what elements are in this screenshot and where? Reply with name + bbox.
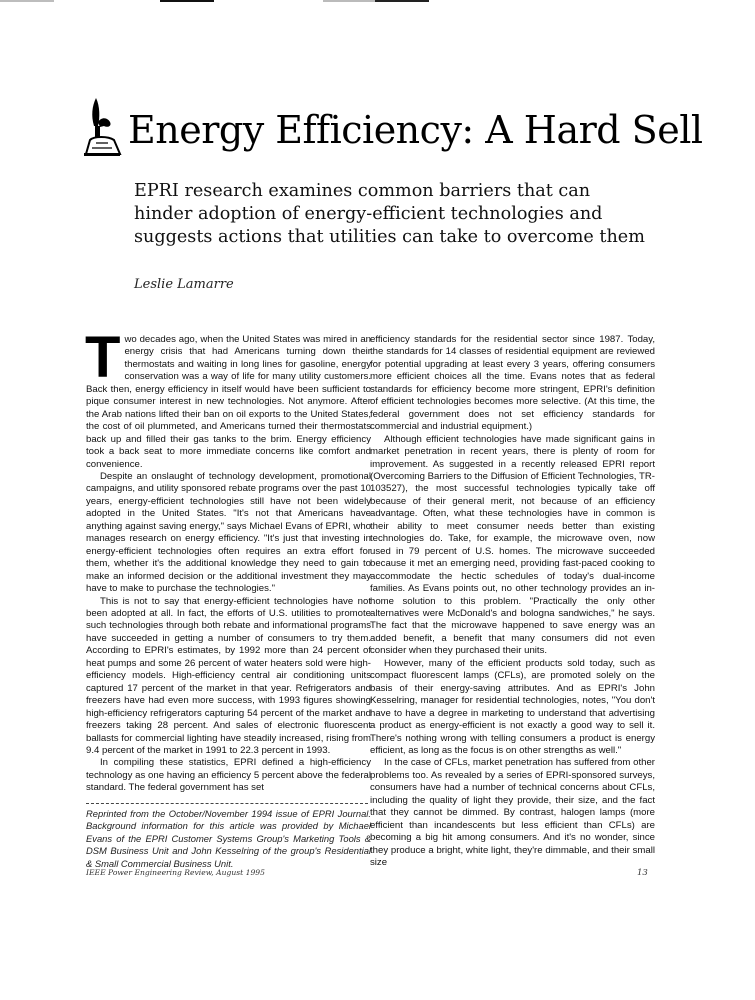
footnote: Reprinted from the October/November 1994 issue of EPRI Journal. Background information for this article was provided by Michael Evans of the EPRI Customer Systems Group's Marketing Tools & DSM Business Unit and John Kesselring of the group's Residential & Small Commercial Business Unit. bbox=[86, 808, 371, 869]
journal-citation: IEEE Power Engineering Review, August 1995 bbox=[86, 868, 265, 877]
scan-artifact bbox=[323, 0, 375, 2]
author-byline: Leslie Lamarre bbox=[134, 277, 234, 292]
scan-artifact bbox=[0, 0, 54, 2]
paragraph: This is not to say that energy-efficient technologies have not been adopted at all. In fact, the efforts of U.S. utilities to promote such technologies through both rebate and informational programs have succeeded in getting a number of consumers to try them. According to EPRI's estimates, by 1992 more than 24 percent of heat pumps and some 26 percent of water heaters sold were high-efficiency models. High-efficiency central air conditioning units captured 17 percent of the market in that year. Refrigerators and freezers have had even more success, with 1993 figures showing high-efficiency refrigerators capturing 54 percent of the market and freezers taking 28 percent. And sales of electronic fluorescent ballasts for commercial lighting have steadily increased, rising from 9.4 percent of the market in 1991 to 22.3 percent in 1993. bbox=[86, 595, 371, 756]
paragraph: However, many of the efficient products sold today, such as compact fluorescent lamps (CFLs), are promoted solely on the basis of their energy-saving attributes. And as EPRI's John Kesselring, manager for residential technologies, notes, "You don't have to have a degree in marketing to understand that advertising a product as energy-efficient is not exactly a good way to sell it. There's nothing wrong with telling consumers a product is energy efficient, as long as the focus is on other strengths as well." bbox=[370, 657, 655, 756]
paragraph: wo decades ago, when the United States was mired in an energy crisis that had Americans turning down their thermostats and waiting in long lines for gasoline, energy conservation was a way of life for many utility customers. Back then, energy efficiency in itself would have been sufficient to pique consumer interest in new technologies. Not anymore. After the Arab nations lifted their ban on oil exports to the United States, the cost of oil plummeted, and Americans turned their thermostats back up and filled their gas tanks to the brim. Energy efficiency took a back seat to more immediate concerns like comfort and convenience. bbox=[86, 334, 371, 470]
paragraph: Despite an onslaught of technology development, promotional campaigns, and utility sponsored rebate programs over the past 10 years, energy-efficient technologies still have not been widely adopted in the United States. "It's not that Americans have anything against saving energy," says Michael Evans of EPRI, who manages research on energy efficiency. "It's just that investing in energy-efficient technologies often requires an extra effort for them, whether it's the additional knowledge they need to gain to make an informed decision or the additional investment they may have to make to purchase the technologies." bbox=[86, 470, 371, 595]
article-title: Energy Efficiency: A Hard Sell bbox=[128, 108, 703, 152]
paragraph: In the case of CFLs, market penetration has suffered from other problems too. As revealed by a series of EPRI-sponsored surveys, consumers have had a number of technical concerns about CFLs, including the quality of light they provide, their size, and the fact that they cannot be dimmed. By contrast, halogen lamps (more efficient than incandescents but less efficient than CFLs) are becoming a big hit among consumers. And it's no wonder, since they produce a bright, white light, they're dimmable, and their small size bbox=[370, 757, 655, 869]
paragraph: efficiency standards for the residential sector since 1987. Today, the standards for 14 classes of residential equipment are reviewed for potential upgrading at least every 3 years, offering consumers more efficient choices all the time. Evans notes that as federal standards for efficiency become more stringent, EPRI's definition of efficient technologies becomes more selective. (At this time, the federal government does not set efficiency standards for commercial and industrial equipment.) bbox=[370, 334, 655, 433]
footnote-divider bbox=[86, 803, 368, 804]
paragraph: In compiling these statistics, EPRI defined a high-efficiency technology as one having an efficiency 5 percent above the federal standard. The federal government has set bbox=[86, 757, 371, 794]
left-column bbox=[85, 325, 371, 795]
page-number: 13 bbox=[637, 868, 648, 878]
right-column bbox=[370, 334, 655, 869]
lamp-icon bbox=[82, 96, 122, 158]
paragraph: Although efficient technologies have made significant gains in market penetration in recent years, there is plenty of room for improvement. As suggested in a recently released EPRI report (Overcoming Barriers to the Diffusion of Efficient Technologies, TR-103527), the most successful technologies typically take off because of their general merit, not because of an efficiency advantage. Often, what these technologies have in common is their ability to meet consumer needs better than existing technologies do. Take, for example, the microwave oven, now used in 79 percent of U.S. homes. The microwave succeeded because it met an emerging need, providing fast-paced cooking to accommodate the hectic schedules of today's dual-income families. As Evans points out, no other technology provides an in-home solution to this problem. "Practically the only other alternatives were McDonald's and bologna sandwiches," he says. The fact that the microwave happened to save energy was an added benefit, a benefit that many consumers did not even consider when they purchased their units. bbox=[370, 433, 655, 657]
drop-cap: T bbox=[85, 325, 121, 390]
scan-artifact bbox=[375, 0, 429, 2]
article-subtitle: EPRI research examines common barriers that can hinder adoption of energy-efficient technologies and suggests actions that utilities can take to overcome them bbox=[134, 181, 645, 247]
scan-artifact bbox=[160, 0, 214, 2]
